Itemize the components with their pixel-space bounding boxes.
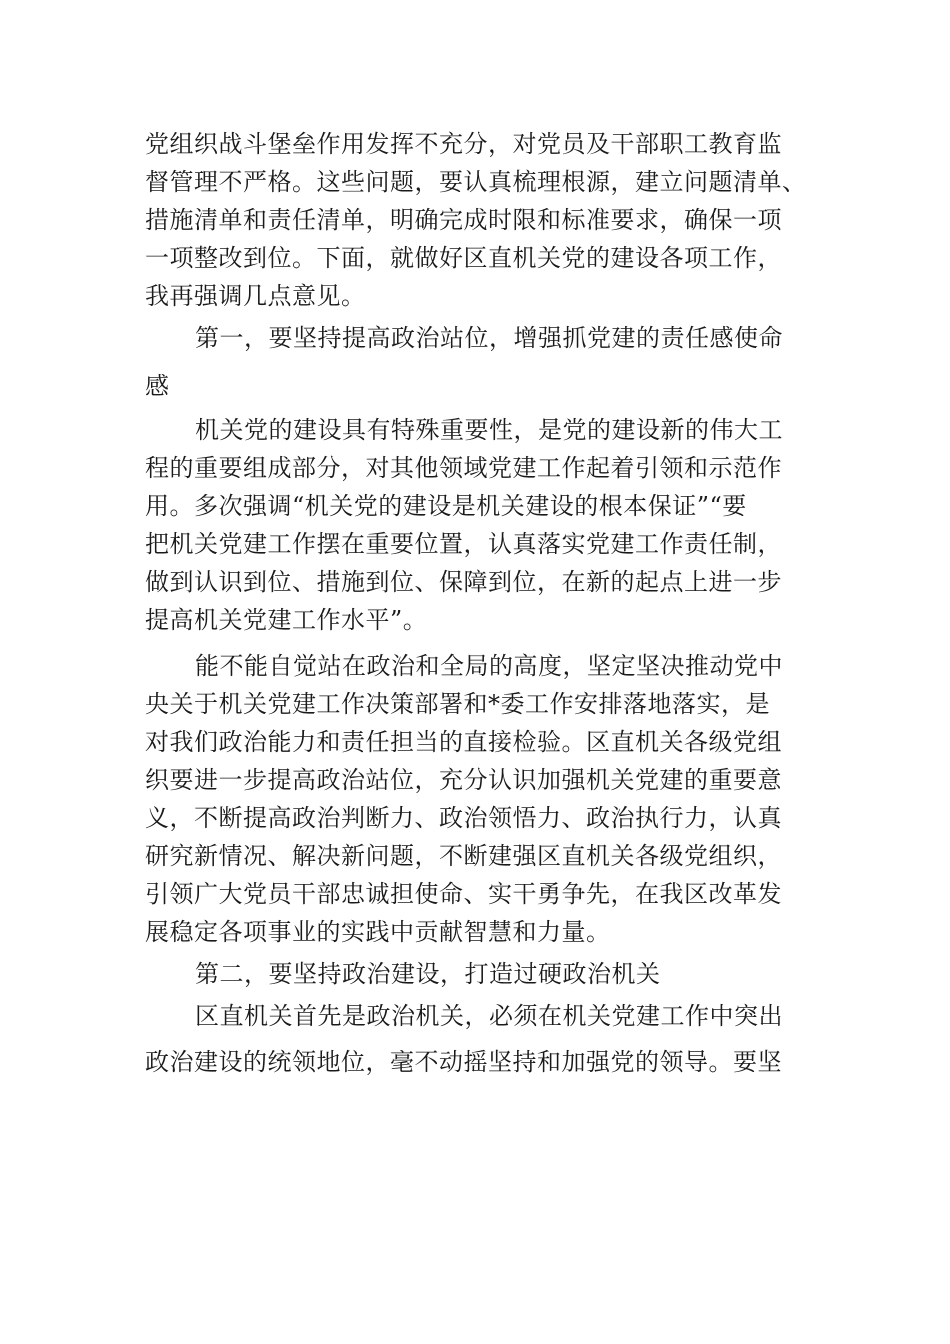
- body-text-line: 程的重要组成部分，对其他领域党建工作起着引领和示范作: [145, 454, 782, 482]
- body-text-line: 引领广大党员干部忠诚担使命、实干勇争先，在我区改革发: [145, 880, 782, 908]
- body-text-line: 提高机关党建工作水平”。: [145, 606, 428, 634]
- body-text-line: 我再强调几点意见。: [145, 282, 366, 310]
- body-text-line: 做到认识到位、措施到位、保障到位，在新的起点上进一步: [145, 568, 782, 596]
- body-text-line: 研究新情况、解决新问题，不断建强区直机关各级党组织，: [145, 842, 782, 870]
- body-text-line: 一项整改到位。下面，就做好区直机关党的建设各项工作，: [145, 244, 782, 272]
- section-heading-1-continued: 感: [145, 372, 170, 400]
- body-text-line: 党组织战斗堡垒作用发挥不充分，对党员及干部职工教育监: [145, 130, 782, 158]
- body-text-line: 督管理不严格。这些问题，要认真梳理根源，建立问题清单、: [145, 168, 807, 196]
- body-text-line: 展稳定各项事业的实践中贡献智慧和力量。: [145, 918, 611, 946]
- body-text-line: 机关党的建设具有特殊重要性，是党的建设新的伟大工: [195, 416, 783, 444]
- section-heading-2: 第二，要坚持政治建设，打造过硬政治机关: [195, 960, 661, 988]
- body-text-line: 把机关党建工作摆在重要位置，认真落实党建工作责任制，: [145, 530, 782, 558]
- body-text-line: 区直机关首先是政治机关，必须在机关党建工作中突出: [195, 1002, 783, 1030]
- body-text-line: 措施清单和责任清单，明确完成时限和标准要求，确保一项: [145, 206, 782, 234]
- body-text-line: 义，不断提高政治判断力、政治领悟力、政治执行力，认真: [145, 804, 782, 832]
- body-text-line: 能不能自觉站在政治和全局的高度，坚定坚决推动党中: [195, 652, 783, 680]
- section-heading-1: 第一，要坚持提高政治站位，增强抓党建的责任感使命: [195, 324, 783, 352]
- body-text-line: 用。多次强调“机关党的建设是机关建设的根本保证”“要: [145, 492, 747, 520]
- body-text-line: 织要进一步提高政治站位，充分认识加强机关党建的重要意: [145, 766, 782, 794]
- body-text-line: 对我们政治能力和责任担当的直接检验。区直机关各级党组: [145, 728, 782, 756]
- body-text-line: 政治建设的统领地位，毫不动摇坚持和加强党的领导。要坚: [145, 1048, 782, 1076]
- body-text-line: 央关于机关党建工作决策部署和*委工作安排落地落实，是: [145, 690, 770, 718]
